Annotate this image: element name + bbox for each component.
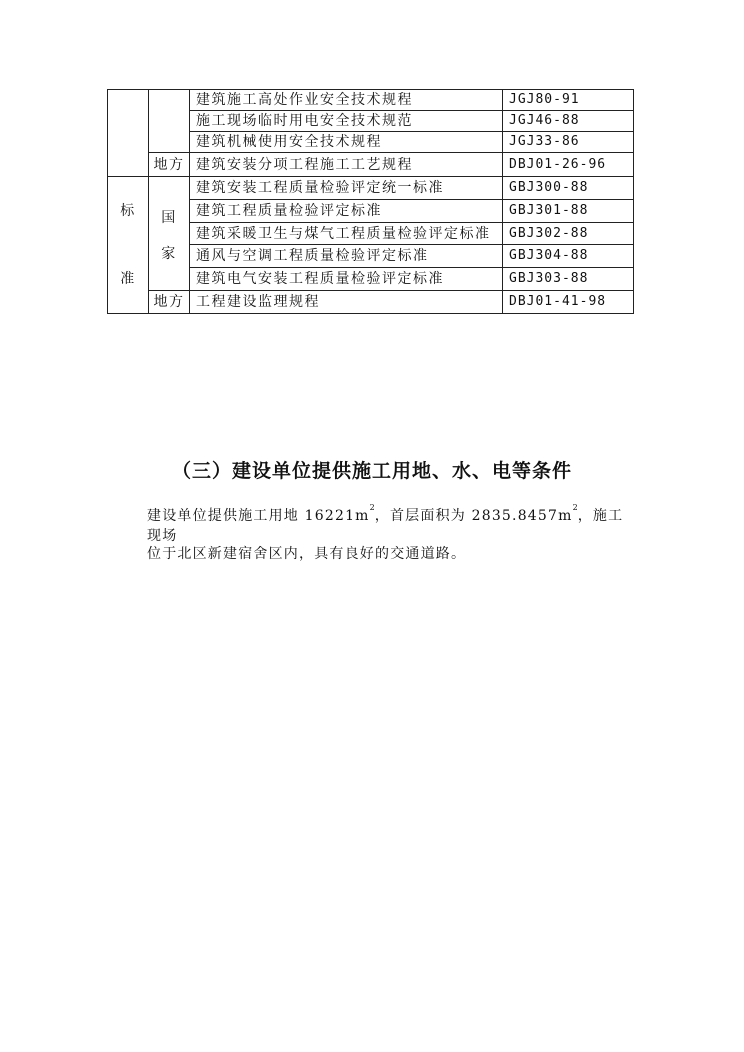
standard-code: GBJ304-88 [503,245,634,268]
para-text: ，施工现场 [147,508,624,544]
table-row [108,90,634,111]
superscript: 2 [572,503,578,512]
standard-name: 建筑机械使用安全技术规程 [190,132,503,153]
national-char: 国 [161,209,177,226]
standard-code: JGJ80-91 [503,90,634,111]
standard-code: JGJ33-86 [503,132,634,153]
category-char: 准 [120,271,136,287]
standard-name: 建筑工程质量检验评定标准 [190,199,503,222]
national-char: 家 [161,245,177,262]
standards-table [107,89,634,314]
paragraph-line-2: 位于北区新建宿舍区内，具有良好的交通道路。 [147,546,467,562]
standard-name: 建筑安装分项工程施工工艺规程 [190,153,503,177]
category-standard-cell [108,177,149,314]
para-text: 建设单位提供施工用地 16221m [147,508,370,524]
standard-name: 通风与空调工程质量检验评定标准 [190,245,503,268]
superscript: 2 [369,503,375,512]
category-cell-top [108,90,149,177]
local-label: 地方 [149,153,190,177]
standard-code: DBJ01-26-96 [503,153,634,177]
standard-code: GBJ303-88 [503,268,634,291]
standard-name: 建筑施工高处作业安全技术规程 [190,90,503,111]
standard-code: GBJ302-88 [503,222,634,245]
section-heading: （三）建设单位提供施工用地、水、电等条件 [171,460,572,482]
standard-name: 施工现场临时用电安全技术规范 [190,111,503,132]
local-label: 地方 [149,291,190,314]
standard-name: 建筑电气安装工程质量检验评定标准 [190,268,503,291]
table-row [108,177,634,200]
category-char: 标 [120,203,136,219]
standard-code: DBJ01-41-98 [503,291,634,314]
standard-name: 建筑采暖卫生与煤气工程质量检验评定标准 [190,222,503,245]
national-cell [149,177,190,291]
table-row [108,291,634,314]
standard-code: JGJ46-88 [503,111,634,132]
paragraph-line-1 [147,505,637,545]
standard-code: GBJ301-88 [503,199,634,222]
standard-code: GBJ300-88 [503,177,634,200]
subcategory-cell-top [149,90,190,153]
para-text: ，首层面积为 2835.8457m [374,508,573,524]
standard-name: 建筑安装工程质量检验评定统一标准 [190,177,503,200]
table-row [108,153,634,177]
standard-name: 工程建设监理规程 [190,291,503,314]
